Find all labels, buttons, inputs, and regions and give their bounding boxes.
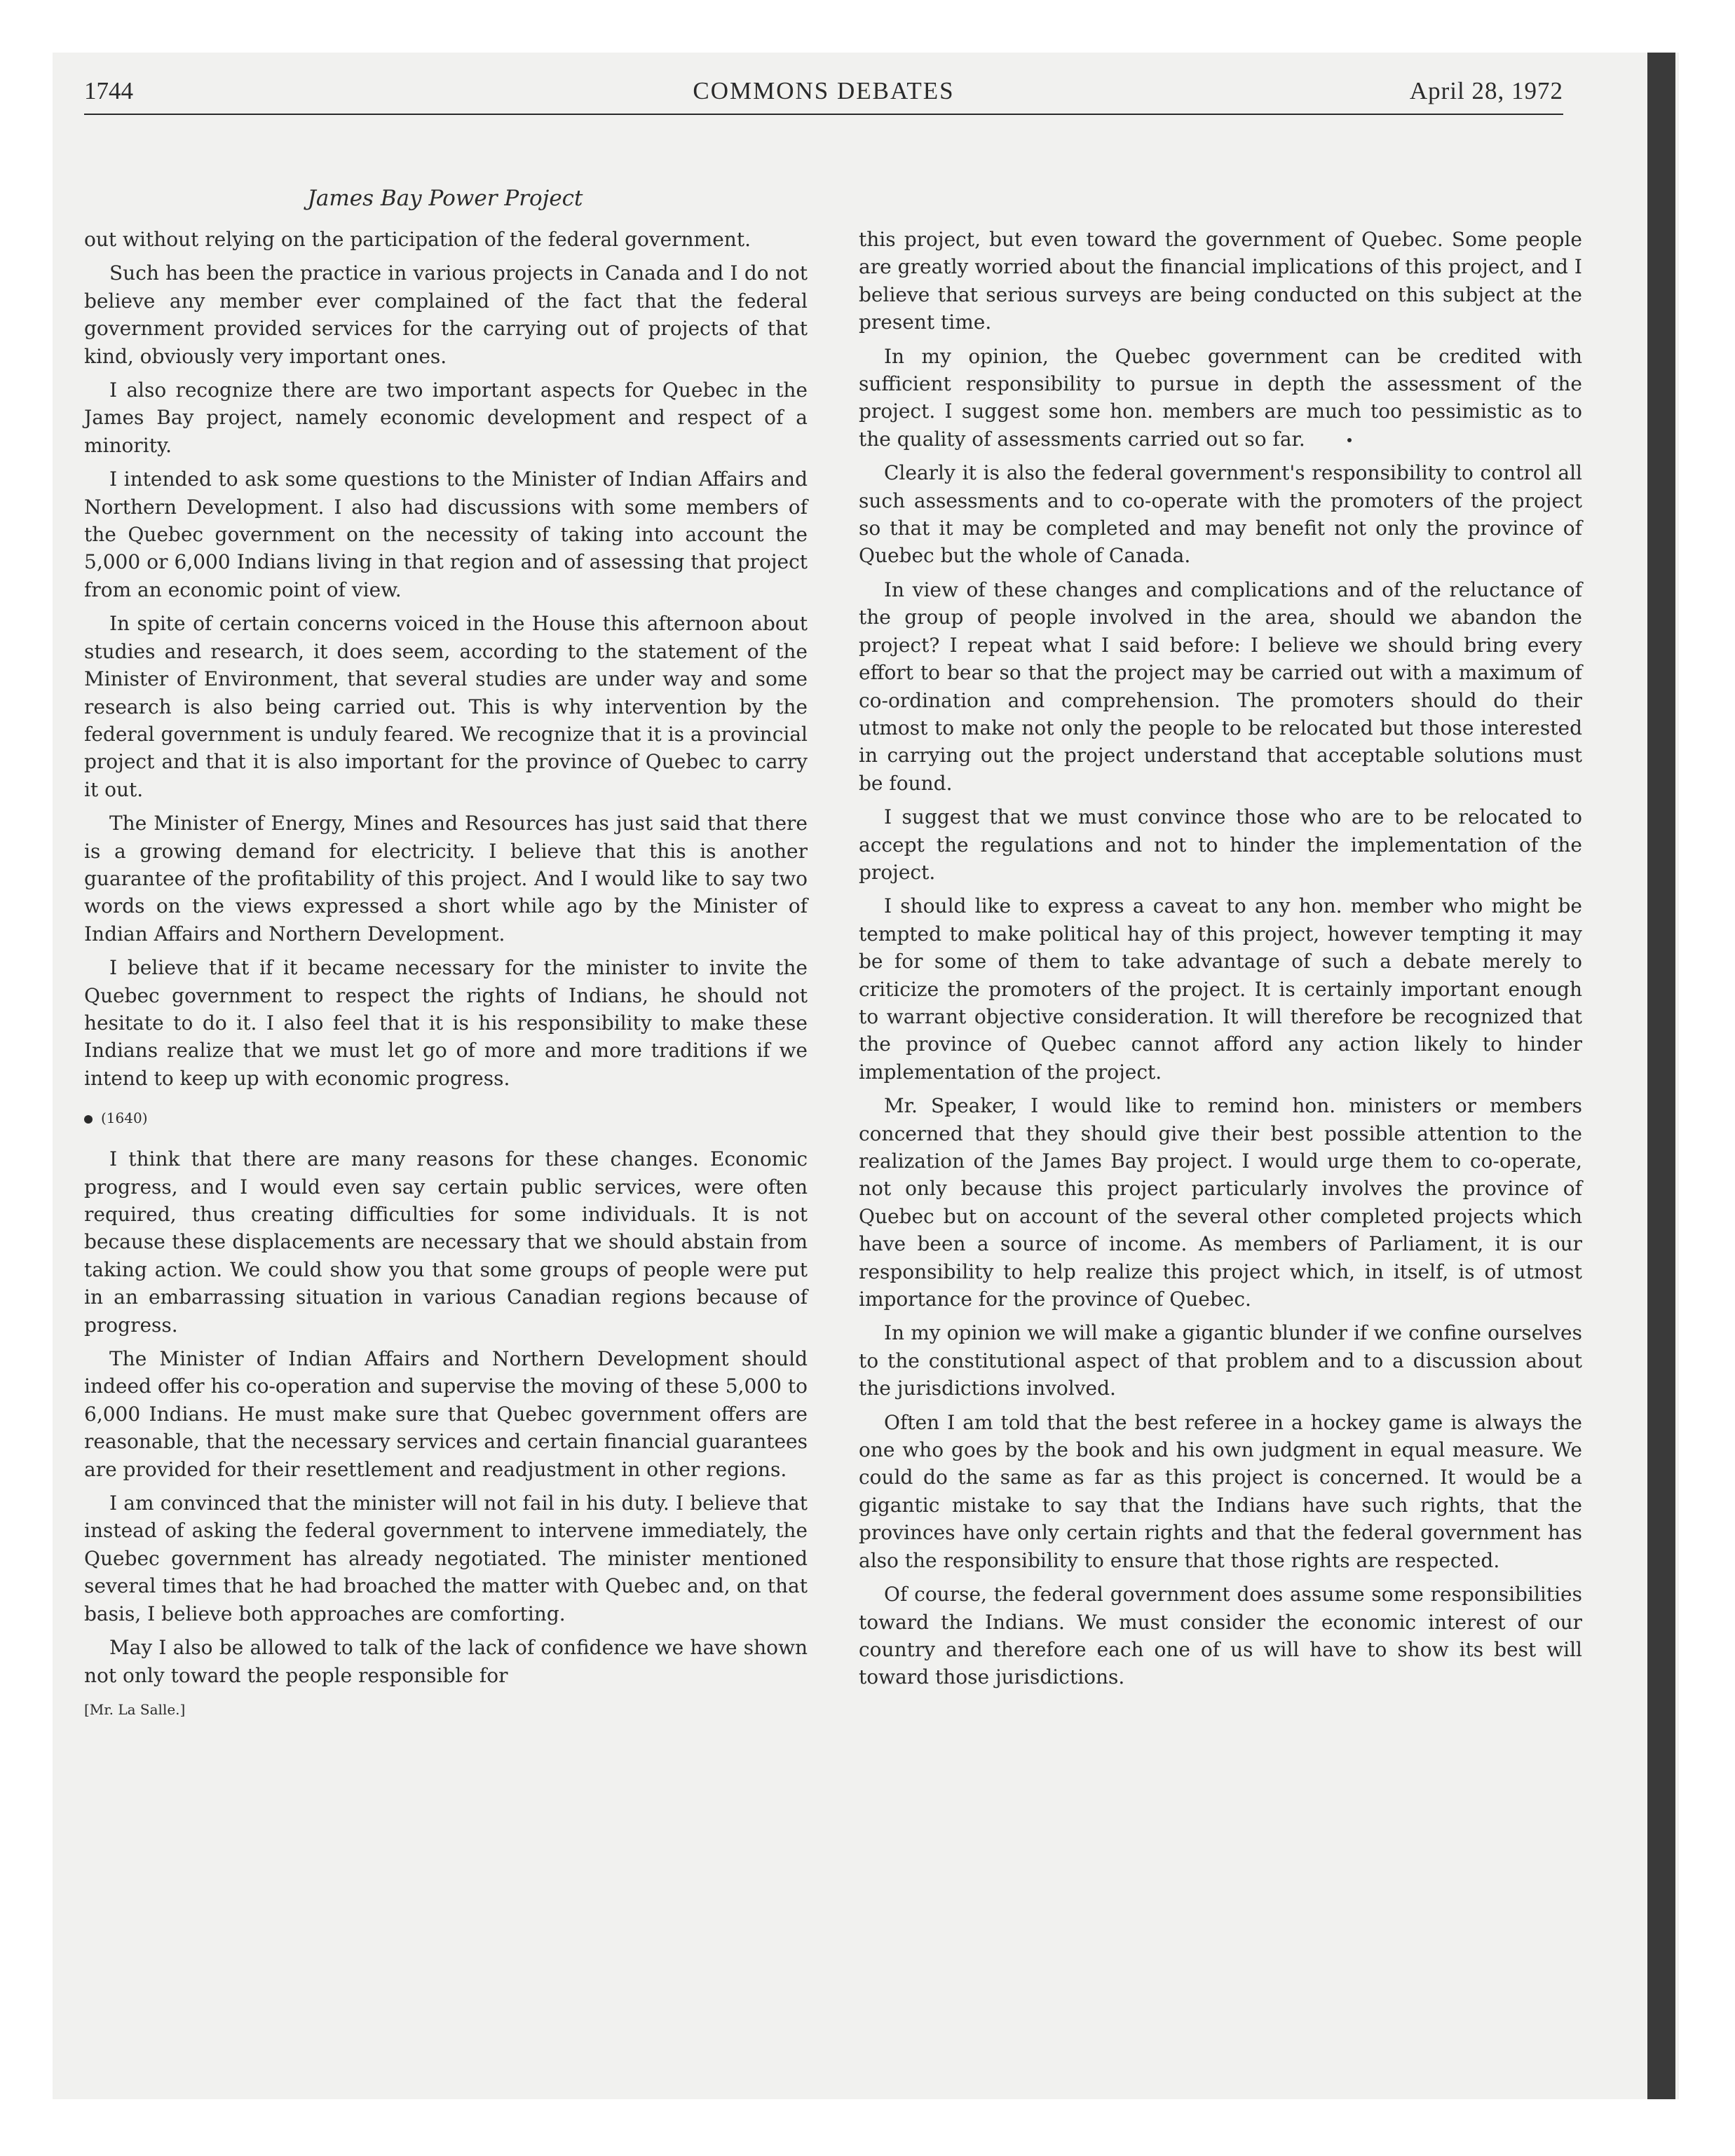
bullet-icon (84, 1115, 93, 1124)
paragraph: I suggest that we must convince those who are to be relocated to accept the regulations and not to hinder the implementation of the project. (859, 805, 1582, 884)
paragraph: out without relying on the participation of the federal government. (84, 228, 751, 251)
paragraph: I am convinced that the minister will not fail in his duty. I believe that instead of asking the federal government to intervene immediately, the Quebec government has already negotiated. The minister mentioned several times that he had broached the matter with Quebec and, on that basis, I believe both approaches are comforting. (84, 1492, 808, 1625)
paragraph: In my opinion we will make a gigantic blunder if we confine ourselves to the constitutional aspect of that problem and to a discussion about the jurisdictions involved. (859, 1321, 1582, 1400)
paragraph: Often I am told that the best referee in a hockey game is always the one who goes by the book and his own judgment in equal measure. We could do the same as far as this project is concerned. It would be a gigantic mistake to say that the Indians have such rights, that the provinces have only certain rights and that the federal government has also the responsibility to ensure that those rights are respected. (859, 1410, 1582, 1572)
journal-title: COMMONS DEBATES (693, 77, 955, 104)
paragraph-text: In my opinion, the Quebec government can be credited with sufficient responsibility to pursue in depth the assessment of the project. I suggest some hon. members are much too pessimistic as to the quality of assessments carried out so far. (859, 344, 1582, 451)
time-marker-label: (1640) (101, 1110, 148, 1127)
paragraph: I think that there are many reasons for these changes. Economic progress, and I would even say certain public services, were often required, thus creating difficulties for some individuals. It is not because these displacements are necessary that we should abstain from taking action. We could show you that some groups of people were put in an embarrassing situation in various Canadian regions because of progress. (84, 1147, 808, 1337)
paragraph: Such has been the practice in various projects in Canada and I do not believe any member ever complained of the fact that the federal government provided services for the carrying out of projects of that kind, obviously very important ones. (84, 261, 808, 368)
paragraph: I believe that if it became necessary for the minister to invite the Quebec government to respect the rights of Indians, he should not hesitate to do it. I also feel that it is his responsibility to make these Indians realize that we must let go of more and more traditions if we intend to keep up with economic progress. (84, 956, 808, 1090)
paragraph (859, 343, 1582, 453)
topic-heading: James Bay Power Project (307, 186, 583, 211)
paragraph: Of course, the federal government does assume some responsibilities toward the Indians. We must consider the economic interest of our country and therefore each one of us will have to show its best will toward those jurisdictions. (859, 1583, 1582, 1689)
time-marker (84, 1107, 808, 1128)
left-column (84, 226, 808, 1720)
page-header (84, 77, 1563, 115)
paragraph: I intended to ask some questions to the Minister of Indian Affairs and Northern Development. I also had discussions with some members of the Quebec government on the necessity of taking into account the 5,000 or 6,000 Indians living in that region and of assessing that project from an economic point of view. (84, 468, 808, 601)
paragraph: In view of these changes and complications and of the reluctance of the group of people involved in the area, should we abandon the project? I repeat what I said before: I believe we should bring every effort to bear so that the project may be carried out with a maximum of co-ordination and comprehension. The promoters should do their utmost to make not only the people to be relocated but those interested in carrying out the project understand that acceptable solutions must be found. (859, 578, 1582, 795)
paragraph: The Minister of Energy, Mines and Resources has just said that there is a growing demand for electricity. I believe that this is another guarantee of the profitability of this project. And I would like to say two words on the views expressed a short while ago by the Minister of Indian Affairs and Northern Development. (84, 812, 808, 946)
paragraph: Clearly it is also the federal government's responsibility to control all such assessments and to co-operate with the promoters of the project so that it may be completed and may benefit not only the province of Quebec but the whole of Canada. (859, 461, 1582, 568)
paragraph: May I also be allowed to talk of the lack of confidence we have shown not only toward the people responsible for (84, 1636, 808, 1687)
header-date: April 28, 1972 (1409, 77, 1563, 104)
page-number: 1744 (84, 77, 133, 104)
right-column (859, 226, 1582, 1698)
scan-edge-bar (1647, 53, 1675, 2099)
speaker-note: [Mr. La Salle.] (84, 1700, 186, 1718)
paragraph: this project, but even toward the government of Quebec. Some people are greatly worried about the financial implications of this project, and I believe that serious surveys are being conducted on this subject at the present time. (859, 228, 1582, 334)
stray-mark-icon (1347, 438, 1352, 442)
paragraph: In spite of certain concerns voiced in the House this afternoon about studies and research, it does seem, according to the statement of the Minister of Environment, that several studies are under way and some research is also being carried out. This is why intervention by the federal government is unduly feared. We recognize that it is a provincial project and that it is also important for the province of Quebec to carry it out. (84, 612, 808, 801)
paragraph: The Minister of Indian Affairs and Northern Development should indeed offer his co-operation and supervise the moving of these 5,000 to 6,000 Indians. He must make sure that Quebec government offers are reasonable, that the necessary services and certain financial guarantees are provided for their resettlement and readjustment in other regions. (84, 1347, 808, 1481)
paragraph: I also recognize there are two important aspects for Quebec in the James Bay project, namely economic development and respect of a minority. (84, 378, 808, 457)
paragraph: Mr. Speaker, I would like to remind hon. ministers or members concerned that they should give their best possible attention to the realization of the James Bay project. I would urge them to co-operate, not only because this project particularly involves the province of Quebec but on account of the several other completed projects which have been a source of income. As members of Parliament, it is our responsibility to help realize this project which, in itself, is of utmost importance for the province of Quebec. (859, 1094, 1582, 1311)
paragraph: I should like to express a caveat to any hon. member who might be tempted to make political hay of this project, however tempting it may be for some of them to take advantage of such a debate merely to criticize the promoters of the project. It is certainly important enough to warrant objective consideration. It will therefore be recognized that the province of Quebec cannot afford any action likely to hinder implementation of the project. (859, 894, 1582, 1084)
